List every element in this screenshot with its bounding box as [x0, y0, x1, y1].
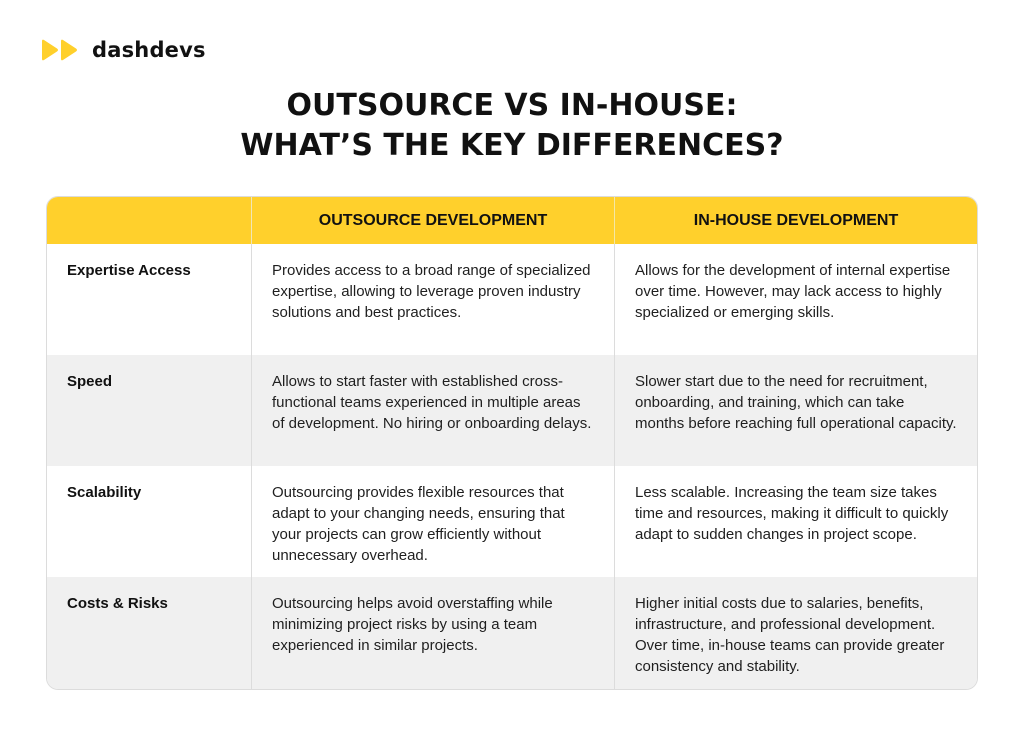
row-label: Expertise Access — [47, 244, 252, 355]
table-row — [47, 244, 977, 355]
row-label: Scalability — [47, 466, 252, 577]
inhouse-cell: Less scalable. Increasing the team size takes time and resources, making it difficult to quickly adapt to sudden changes in project scope. — [635, 484, 949, 543]
table-header-row — [47, 197, 977, 244]
brand-name: dashdevs — [92, 38, 206, 62]
comparison-table — [46, 196, 978, 690]
header-outsource: OUTSOURCE DEVELOPMENT — [252, 197, 615, 244]
outsource-cell: Outsourcing helps avoid overstaffing while minimizing project risks by using a team experienced in similar projects. — [252, 577, 615, 689]
table-row — [47, 577, 977, 689]
row-label: Costs & Risks — [47, 577, 252, 689]
row-label: Speed — [47, 355, 252, 466]
title-line-2: WHAT’S THE KEY DIFFERENCES? — [240, 128, 784, 163]
title-line-1: OUTSOURCE VS IN-HOUSE: — [286, 88, 738, 123]
inhouse-cell: Allows for the development of internal expertise over time. However, may lack access to highly specialized or emerging skills. — [635, 262, 951, 321]
header-inhouse: IN-HOUSE DEVELOPMENT — [693, 211, 899, 229]
header-cell-empty — [47, 197, 252, 244]
inhouse-cell: Higher initial costs due to salaries, benefits, infrastructure, and professional development. Over time, in-house teams can provide greater consistency and stability. — [635, 595, 945, 675]
outsource-cell: Allows to start faster with established cross-functional teams experienced in multiple areas of development. No hiring or onboarding delays. — [252, 355, 615, 466]
outsource-cell: Outsourcing provides flexible resources that adapt to your changing needs, ensuring that your projects can grow efficiently without unnecessary overhead. — [252, 466, 615, 577]
inhouse-cell: Slower start due to the need for recruitment, onboarding, and training, which can take months before reaching full operational capacity. — [635, 373, 957, 432]
double-play-arrows-icon — [40, 38, 82, 62]
page-title — [0, 86, 1024, 166]
table-row — [47, 355, 977, 466]
table-row — [47, 466, 977, 577]
brand-logo[interactable] — [40, 38, 206, 62]
outsource-cell: Provides access to a broad range of specialized expertise, allowing to leverage proven industry solutions and best practices. — [252, 244, 615, 355]
